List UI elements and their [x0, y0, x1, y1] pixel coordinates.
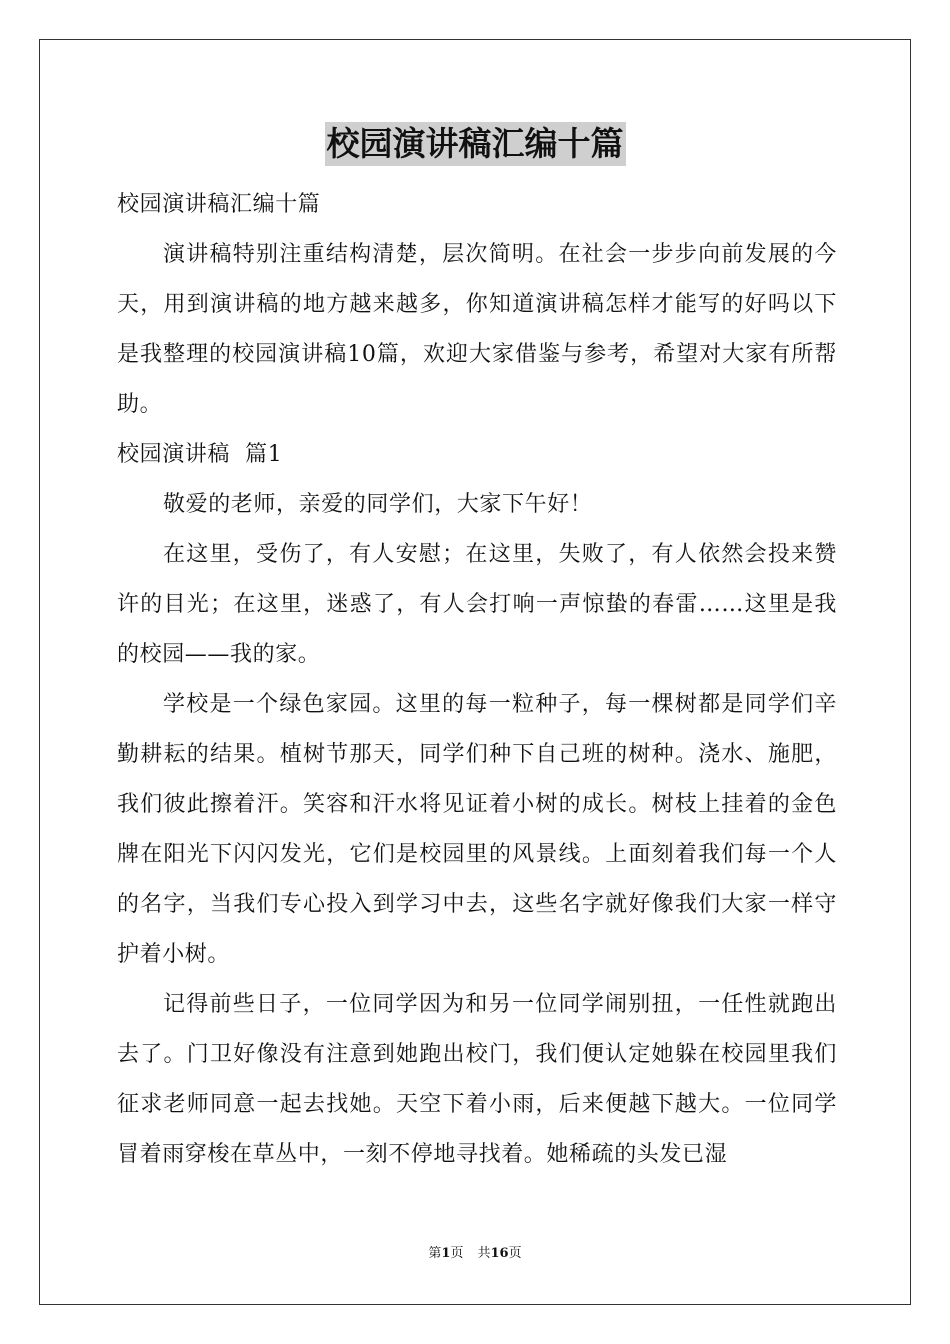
total-suffix: 页: [508, 1246, 522, 1261]
intro-paragraph: 演讲稿特别注重结构清楚，层次简明。在社会一步步向前发展的今天，用到演讲稿的地方越来越多，你知道演讲稿怎样才能写的好吗以下是我整理的校园演讲稿10篇，欢迎大家借鉴与参考，希望对大家有所帮助。: [117, 242, 837, 417]
greeting-paragraph: 敬爱的老师，亲爱的同学们，大家下午好！: [163, 492, 593, 517]
title-container: [0, 122, 950, 166]
page-footer: [0, 1245, 950, 1263]
document-body: [117, 180, 837, 1180]
page-suffix: 页: [450, 1246, 464, 1261]
body-paragraph-1: 在这里，受伤了，有人安慰；在这里，失败了，有人依然会投来赞许的目光；在这里，迷惑了，有人会打响一声惊蛰的春雷……这里是我的校园——我的家。: [117, 542, 837, 667]
section-heading: 校园演讲稿 篇1: [117, 442, 283, 467]
total-prefix: 共: [477, 1246, 491, 1261]
body-paragraph-2: 学校是一个绿色家园。这里的每一粒种子，每一棵树都是同学们辛勤耕耘的结果。植树节那天，同学们种下自己班的树种。浇水、施肥，我们彼此擦着汗。笑容和汗水将见证着小树的成长。树枝上挂着的金色牌在阳光下闪闪发光，它们是校园里的风景线。上面刻着我们每一个人的名字，当我们专心投入到学习中去，这些名字就好像我们大家一样守护着小树。: [117, 692, 837, 967]
page-prefix: 第: [428, 1246, 442, 1261]
body-paragraph-3: 记得前些日子，一位同学因为和另一位同学闹别扭，一任性就跑出去了。门卫好像没有注意到她跑出校门，我们便认定她躲在校园里我们征求老师同意一起去找她。天空下着小雨，后来便越下越大。一位同学冒着雨穿梭在草丛中，一刻不停地寻找着。她稀疏的头发已湿: [117, 992, 837, 1167]
document-subtitle: 校园演讲稿汇编十篇: [117, 192, 321, 217]
page-number: 1: [441, 1246, 451, 1261]
total-pages: 16: [490, 1246, 509, 1261]
document-title: 校园演讲稿汇编十篇: [325, 122, 626, 166]
